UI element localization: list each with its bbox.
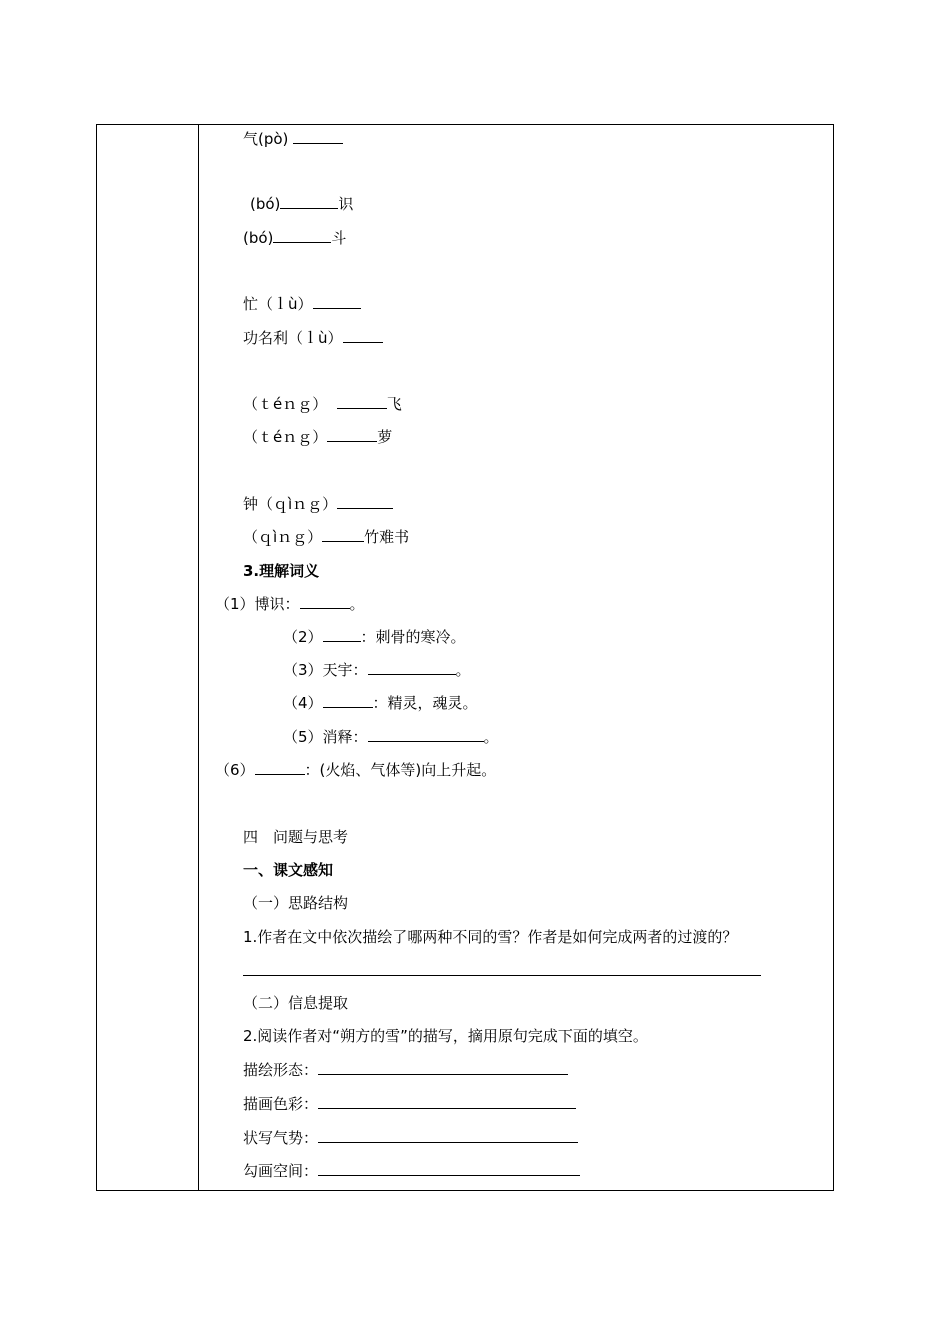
item-text: ：(火焰、气体等)向上升起。 [304, 761, 497, 779]
answer-line-question-1[interactable] [243, 975, 761, 976]
item-teng-fei [243, 394, 402, 414]
item-text: ：精灵，魂灵。 [372, 694, 478, 712]
item-text: （ｑìｎｇ） [243, 528, 323, 546]
question-1: 1.作者在文中依次描绘了哪两种不同的雪？作者是如何完成两者的过渡的？ [243, 928, 738, 946]
fill-momentum [243, 1128, 578, 1148]
answer-blank[interactable] [323, 693, 373, 708]
answer-blank[interactable] [313, 294, 361, 309]
fill-color [243, 1094, 576, 1114]
item-cigu [283, 627, 466, 647]
item-text: (bó) [243, 229, 274, 247]
answer-blank[interactable] [255, 760, 305, 775]
subheading-structure: （一）思路结构 [243, 894, 349, 912]
item-text: 气(pò) [243, 130, 289, 148]
answer-blank[interactable] [293, 129, 343, 144]
item-qing-zhunanshu [243, 527, 409, 547]
item-text: （ｔéｎｇ） [243, 395, 328, 413]
answer-blank[interactable] [318, 1094, 576, 1109]
item-shengqi [215, 760, 496, 780]
item-tianyu [283, 660, 471, 680]
item-text: ：刺骨的寒冷。 [360, 628, 466, 646]
item-text: （2） [283, 628, 323, 646]
item-text: （4） [283, 694, 323, 712]
item-text: 。 [349, 595, 365, 613]
item-text: （5）消释： [283, 728, 368, 746]
item-text: 萝 [377, 428, 393, 446]
item-boshi [215, 594, 365, 614]
answer-blank[interactable] [337, 394, 387, 409]
item-text: 飞 [386, 395, 402, 413]
item-qi-po [243, 129, 343, 149]
item-text: （ｔéｎｇ） [243, 428, 328, 446]
answer-blank[interactable] [318, 1128, 578, 1143]
answer-blank[interactable] [322, 527, 364, 542]
item-zhong-qing [243, 494, 393, 514]
item-text: （6） [215, 761, 255, 779]
item-text: 钟（ｑìｎｇ） [243, 495, 338, 513]
item-text: 斗 [331, 229, 347, 247]
question-2: 2.阅读作者对“朔方的雪”的描写，摘用原句完成下面的填空。 [243, 1027, 648, 1045]
table-column-divider [198, 124, 199, 1191]
item-text: （3）天宇： [283, 661, 368, 679]
section-heading-perception: 一、课文感知 [243, 861, 334, 879]
item-text: 。 [483, 728, 499, 746]
item-text: 。 [455, 661, 471, 679]
subheading-info-extraction: （二）信息提取 [243, 994, 349, 1012]
item-xiaoshi [283, 727, 499, 747]
item-text: 识 [338, 195, 354, 213]
answer-blank[interactable] [318, 1060, 568, 1075]
item-bo-dou [243, 228, 346, 248]
answer-blank[interactable] [327, 427, 377, 442]
answer-blank[interactable] [343, 328, 383, 343]
item-bo-shi [250, 194, 353, 214]
item-text: 状写气势： [243, 1129, 319, 1147]
section-heading-questions: 四 问题与思考 [243, 828, 349, 846]
answer-blank[interactable] [318, 1161, 580, 1176]
answer-blank[interactable] [280, 194, 338, 209]
answer-blank[interactable] [273, 228, 331, 243]
item-text: 描画色彩： [243, 1095, 319, 1113]
item-text: 竹难书 [364, 528, 410, 546]
item-text: （1）博识： [215, 595, 300, 613]
answer-blank[interactable] [300, 594, 350, 609]
item-gongmingli-lu [243, 328, 383, 348]
item-teng-luo [243, 427, 392, 447]
item-text: 描绘形态： [243, 1061, 319, 1079]
section-heading-word-meaning: 3.理解词义 [243, 562, 320, 580]
answer-blank[interactable] [337, 494, 393, 509]
item-text: 功名利（ｌù） [243, 329, 343, 347]
answer-blank[interactable] [323, 627, 361, 642]
item-jingling [283, 693, 478, 713]
item-text: (bó) [250, 195, 281, 213]
answer-blank[interactable] [368, 727, 484, 742]
answer-blank[interactable] [368, 660, 456, 675]
fill-form [243, 1060, 568, 1080]
item-text: 勾画空间： [243, 1162, 319, 1180]
item-mang-lu [243, 294, 361, 314]
item-text: 忙（ｌù） [243, 295, 313, 313]
fill-space [243, 1161, 580, 1181]
